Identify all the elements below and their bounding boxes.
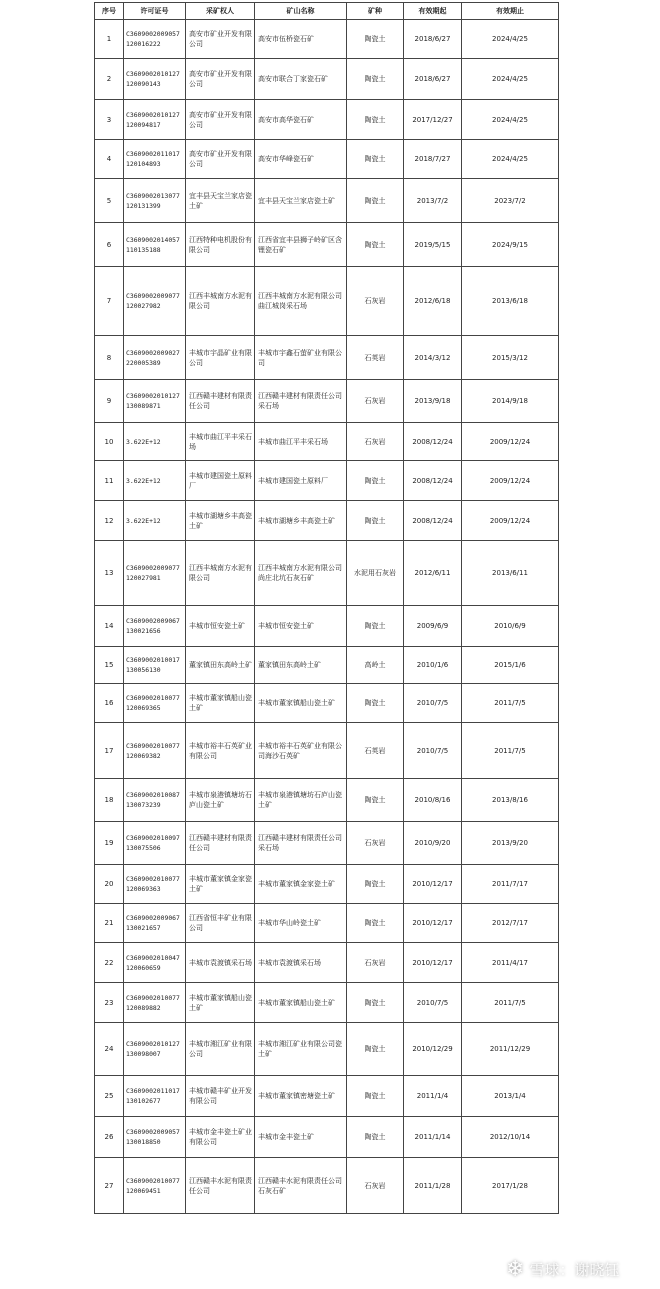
cell-owner: 宜丰县天宝兰家店瓷土矿 [186,179,255,223]
header-mine: 矿山名称 [255,3,347,20]
cell-license: C3609002009067130021656 [124,606,186,647]
table-row [95,380,559,423]
cell-start: 2010/7/5 [404,983,462,1023]
cell-license: C3609002010077120089882 [124,983,186,1023]
table-row [95,267,559,336]
cell-no: 27 [95,1158,124,1214]
cell-owner: 丰城市湘江矿业有限公司 [186,1023,255,1076]
cell-start: 2011/1/28 [404,1158,462,1214]
table-row [95,779,559,822]
cell-mine: 丰城市湖塘乡丰高瓷土矿 [255,501,347,541]
cell-mineral: 陶瓷土 [347,779,404,822]
cell-owner: 江西特种电机股份有限公司 [186,223,255,267]
cell-license: C3609002009067130021657 [124,904,186,943]
cell-start: 2010/12/17 [404,904,462,943]
cell-start: 2018/7/27 [404,140,462,179]
cell-no: 18 [95,779,124,822]
cell-end: 2011/7/5 [462,723,559,779]
cell-start: 2010/8/16 [404,779,462,822]
table-row [95,179,559,223]
cell-no: 22 [95,943,124,983]
cell-mine: 江西赣丰建材有限责任公司采石场 [255,380,347,423]
cell-no: 20 [95,865,124,904]
cell-end: 2023/7/2 [462,179,559,223]
cell-owner: 丰城市董家镇船山瓷土矿 [186,983,255,1023]
table-row [95,223,559,267]
table-row [95,461,559,501]
cell-owner: 高安市矿业开发有限公司 [186,140,255,179]
cell-owner: 丰城市赣丰矿业开发有限公司 [186,1076,255,1117]
cell-license: 3.622E+12 [124,501,186,541]
cell-license: 3.622E+12 [124,461,186,501]
cell-mineral: 陶瓷土 [347,140,404,179]
cell-mine: 丰城市裕丰石英矿业有限公司海沙石英矿 [255,723,347,779]
cell-license: C3609002010077120069363 [124,865,186,904]
cell-mineral: 水泥用石灰岩 [347,541,404,606]
cell-license: C3609002010087130073239 [124,779,186,822]
cell-mine: 高安市伍桥瓷石矿 [255,20,347,59]
table-row [95,1158,559,1214]
cell-end: 2024/4/25 [462,100,559,140]
cell-owner: 丰城市泉港镇塘坊石庐山瓷土矿 [186,779,255,822]
cell-no: 25 [95,1076,124,1117]
table-row [95,1117,559,1158]
table-row [95,1023,559,1076]
cell-end: 2010/6/9 [462,606,559,647]
cell-end: 2012/10/14 [462,1117,559,1158]
table-row [95,904,559,943]
cell-end: 2009/12/24 [462,461,559,501]
cell-mineral: 陶瓷土 [347,684,404,723]
cell-no: 10 [95,423,124,461]
cell-end: 2012/7/17 [462,904,559,943]
mining-license-table-container [94,2,559,1214]
table-body [95,20,559,1214]
cell-end: 2009/12/24 [462,423,559,461]
cell-start: 2009/6/9 [404,606,462,647]
cell-start: 2013/7/2 [404,179,462,223]
cell-license: C3609002010127120090143 [124,59,186,100]
cell-start: 2018/6/27 [404,59,462,100]
cell-no: 21 [95,904,124,943]
cell-start: 2008/12/24 [404,423,462,461]
cell-mineral: 陶瓷土 [347,865,404,904]
table-row [95,822,559,865]
cell-end: 2013/1/4 [462,1076,559,1117]
cell-owner: 丰城市董家镇金家瓷土矿 [186,865,255,904]
cell-end: 2014/9/18 [462,380,559,423]
cell-no: 14 [95,606,124,647]
cell-mine: 丰城市董家镇船山瓷土矿 [255,684,347,723]
cell-license: C3609002010077120069451 [124,1158,186,1214]
cell-license: C3609002010097130075506 [124,822,186,865]
cell-mineral: 石英岩 [347,336,404,380]
header-start: 有效期起 [404,3,462,20]
table-row [95,647,559,684]
cell-start: 2014/3/12 [404,336,462,380]
cell-mineral: 陶瓷土 [347,904,404,943]
cell-end: 2024/4/25 [462,140,559,179]
header-owner: 采矿权人 [186,3,255,20]
cell-owner: 江西丰城南方水泥有限公司 [186,267,255,336]
cell-no: 12 [95,501,124,541]
cell-mineral: 石英岩 [347,723,404,779]
cell-mineral: 石灰岩 [347,267,404,336]
cell-mine: 丰城市袁渡镇采石场 [255,943,347,983]
cell-license: C3609002009077120027982 [124,267,186,336]
cell-start: 2010/12/17 [404,943,462,983]
cell-mine: 高安市联合丁家瓷石矿 [255,59,347,100]
cell-mine: 丰城市泉港镇塘坊石庐山瓷土矿 [255,779,347,822]
cell-end: 2015/3/12 [462,336,559,380]
cell-mineral: 陶瓷土 [347,223,404,267]
cell-mineral: 陶瓷土 [347,983,404,1023]
cell-end: 2024/4/25 [462,59,559,100]
cell-mineral: 陶瓷土 [347,461,404,501]
cell-mineral: 陶瓷土 [347,1076,404,1117]
cell-no: 4 [95,140,124,179]
cell-mine: 丰城市湘江矿业有限公司瓷土矿 [255,1023,347,1076]
cell-mineral: 石灰岩 [347,822,404,865]
mining-license-table [94,2,559,1214]
cell-mine: 江西省宜丰县狮子岭矿区含锂瓷石矿 [255,223,347,267]
cell-license: C3609002010077120069365 [124,684,186,723]
cell-owner: 高安市矿业开发有限公司 [186,59,255,100]
table-row [95,59,559,100]
cell-mine: 丰城市曲江平丰采石场 [255,423,347,461]
cell-no: 15 [95,647,124,684]
cell-license: C3609002010017130056130 [124,647,186,684]
table-row [95,684,559,723]
cell-end: 2017/1/28 [462,1158,559,1214]
cell-owner: 高安市矿业开发有限公司 [186,20,255,59]
cell-owner: 丰城市湖塘乡丰高瓷土矿 [186,501,255,541]
cell-start: 2010/1/6 [404,647,462,684]
cell-mine: 江西赣丰建材有限责任公司采石场 [255,822,347,865]
cell-no: 7 [95,267,124,336]
cell-end: 2013/6/11 [462,541,559,606]
watermark [506,1255,619,1283]
cell-mine: 丰城市建国瓷土原料厂 [255,461,347,501]
table-row [95,606,559,647]
cell-owner: 江西省恒丰矿业有限公司 [186,904,255,943]
cell-start: 2008/12/24 [404,461,462,501]
cell-no: 24 [95,1023,124,1076]
cell-owner: 丰城市董家镇船山瓷土矿 [186,684,255,723]
cell-mine: 丰城市恒安瓷土矿 [255,606,347,647]
watermark-text: 雪球：谢晓钰 [529,1260,620,1279]
header-no: 序号 [95,3,124,20]
cell-mine: 高安市高华瓷石矿 [255,100,347,140]
cell-no: 2 [95,59,124,100]
cell-mine: 宜丰县天宝兰家店瓷土矿 [255,179,347,223]
cell-mine: 江西丰城南方水泥有限公司曲江城岗采石场 [255,267,347,336]
cell-license: C3609002010127130089871 [124,380,186,423]
cell-start: 2010/12/17 [404,865,462,904]
cell-start: 2011/1/4 [404,1076,462,1117]
table-row [95,20,559,59]
table-row [95,723,559,779]
cell-owner: 丰城市宇晶矿业有限公司 [186,336,255,380]
cell-mineral: 石灰岩 [347,423,404,461]
cell-start: 2012/6/11 [404,541,462,606]
cell-start: 2018/6/27 [404,20,462,59]
cell-start: 2013/9/18 [404,380,462,423]
cell-end: 2011/7/17 [462,865,559,904]
cell-mineral: 陶瓷土 [347,20,404,59]
cell-owner: 江西赣丰建材有限责任公司 [186,822,255,865]
cell-mine: 丰城市宇鑫石萤矿业有限公司 [255,336,347,380]
cell-license: C3609002013077120131399 [124,179,186,223]
cell-license: C3609002009057130018850 [124,1117,186,1158]
cell-license: C3609002009077120027981 [124,541,186,606]
cell-mineral: 陶瓷土 [347,100,404,140]
cell-mineral: 石灰岩 [347,1158,404,1214]
cell-license: C3609002010047120060659 [124,943,186,983]
cell-owner: 江西丰城南方水泥有限公司 [186,541,255,606]
cell-mineral: 陶瓷土 [347,501,404,541]
cell-start: 2019/5/15 [404,223,462,267]
cell-start: 2011/1/14 [404,1117,462,1158]
cell-start: 2010/9/20 [404,822,462,865]
cell-end: 2024/9/15 [462,223,559,267]
cell-owner: 董家镇田东高岭土矿 [186,647,255,684]
cell-mine: 丰城市董家镇金家瓷土矿 [255,865,347,904]
table-header-row [95,3,559,20]
cell-mineral: 陶瓷土 [347,1117,404,1158]
cell-start: 2012/6/18 [404,267,462,336]
cell-mine: 丰城市董家镇密塘瓷土矿 [255,1076,347,1117]
cell-mine: 江西赣丰水泥有限责任公司石灰石矿 [255,1158,347,1214]
cell-license: C3609002009027220005389 [124,336,186,380]
cell-license: 3.622E+12 [124,423,186,461]
cell-start: 2010/7/5 [404,723,462,779]
cell-mine: 丰城市金丰瓷土矿 [255,1117,347,1158]
cell-no: 11 [95,461,124,501]
cell-no: 13 [95,541,124,606]
table-row [95,541,559,606]
cell-end: 2013/8/16 [462,779,559,822]
cell-mineral: 石灰岩 [347,380,404,423]
cell-owner: 江西赣丰建材有限责任公司 [186,380,255,423]
snowball-logo-icon: ❄ [506,1256,525,1282]
cell-start: 2017/12/27 [404,100,462,140]
cell-no: 17 [95,723,124,779]
cell-owner: 丰城市裕丰石英矿业有限公司 [186,723,255,779]
cell-mineral: 陶瓷土 [347,606,404,647]
table-row [95,1076,559,1117]
cell-no: 26 [95,1117,124,1158]
cell-start: 2008/12/24 [404,501,462,541]
cell-no: 3 [95,100,124,140]
cell-end: 2013/9/20 [462,822,559,865]
cell-license: C3609002010127120094817 [124,100,186,140]
cell-mine: 董家镇田东高岭土矿 [255,647,347,684]
table-row [95,423,559,461]
cell-license: C3609002009057120016222 [124,20,186,59]
cell-no: 6 [95,223,124,267]
cell-owner: 丰城市曲江平丰采石场 [186,423,255,461]
header-license: 许可证号 [124,3,186,20]
cell-no: 16 [95,684,124,723]
cell-owner: 丰城市建国瓷土原料厂 [186,461,255,501]
cell-no: 23 [95,983,124,1023]
table-row [95,140,559,179]
cell-no: 5 [95,179,124,223]
cell-no: 8 [95,336,124,380]
table-row [95,943,559,983]
table-row [95,336,559,380]
cell-mine: 丰城市董家镇船山瓷土矿 [255,983,347,1023]
cell-license: C3609002011017120104893 [124,140,186,179]
cell-no: 1 [95,20,124,59]
cell-license: C3609002010127130098007 [124,1023,186,1076]
table-row [95,501,559,541]
cell-no: 19 [95,822,124,865]
cell-start: 2010/12/29 [404,1023,462,1076]
cell-end: 2015/1/6 [462,647,559,684]
cell-license: C3609002014057110135188 [124,223,186,267]
cell-end: 2011/7/5 [462,983,559,1023]
cell-mineral: 陶瓷土 [347,59,404,100]
header-end: 有效期止 [462,3,559,20]
cell-mine: 高安市华峰瓷石矿 [255,140,347,179]
cell-license: C3609002010077120069382 [124,723,186,779]
cell-mineral: 陶瓷土 [347,1023,404,1076]
cell-no: 9 [95,380,124,423]
cell-end: 2009/12/24 [462,501,559,541]
table-row [95,100,559,140]
cell-mine: 江西丰城南方水泥有限公司尚庄北坑石灰石矿 [255,541,347,606]
cell-end: 2013/6/18 [462,267,559,336]
cell-start: 2010/7/5 [404,684,462,723]
cell-end: 2024/4/25 [462,20,559,59]
cell-mineral: 石灰岩 [347,943,404,983]
cell-end: 2011/7/5 [462,684,559,723]
cell-license: C3609002011017130102677 [124,1076,186,1117]
table-row [95,983,559,1023]
cell-owner: 高安市矿业开发有限公司 [186,100,255,140]
cell-end: 2011/4/17 [462,943,559,983]
cell-owner: 丰城市袁渡镇采石场 [186,943,255,983]
cell-owner: 丰城市金丰瓷土矿业有限公司 [186,1117,255,1158]
cell-mine: 丰城市华山岭瓷土矿 [255,904,347,943]
cell-end: 2011/12/29 [462,1023,559,1076]
cell-owner: 江西赣丰水泥有限责任公司 [186,1158,255,1214]
cell-mineral: 陶瓷土 [347,179,404,223]
table-row [95,865,559,904]
header-mineral: 矿种 [347,3,404,20]
cell-mineral: 高岭土 [347,647,404,684]
cell-owner: 丰城市恒安瓷土矿 [186,606,255,647]
